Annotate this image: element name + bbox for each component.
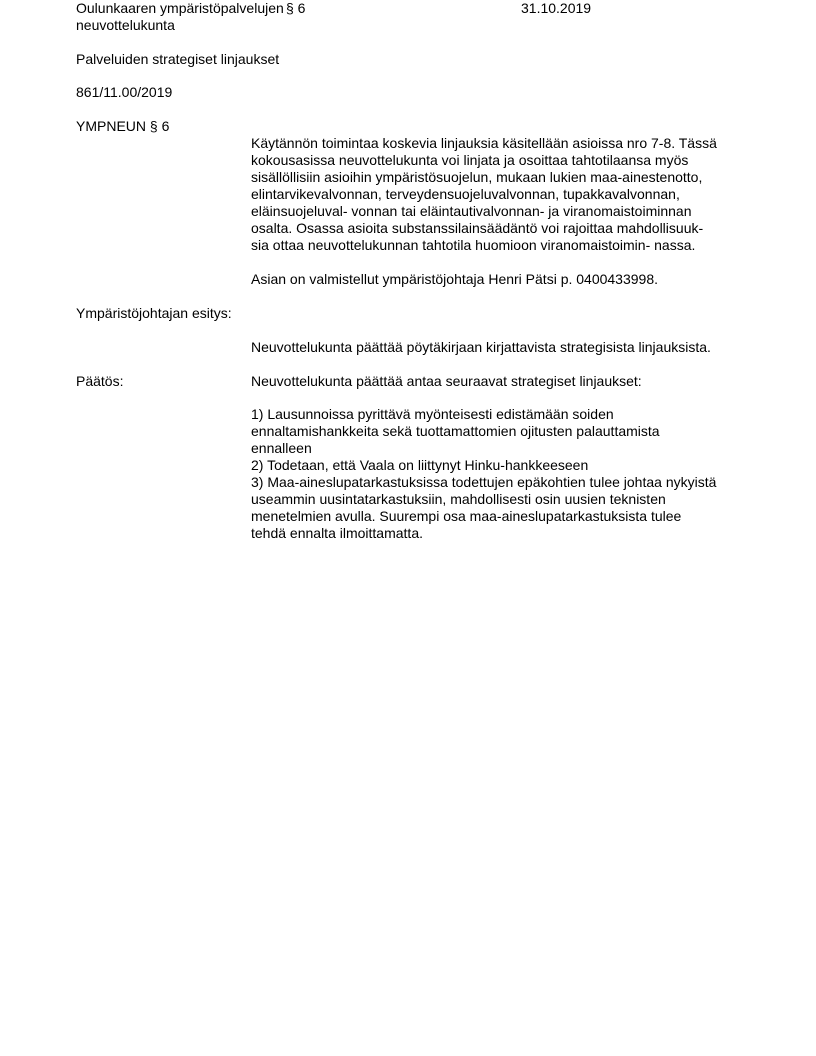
proposal-text: Neuvottelukunta päättää pöytäkirjaan kirjattavista strategisista linjauksista. [251,339,711,355]
proposal-label: Ympäristöjohtajan esitys: [76,305,232,321]
decision-label: Päätös: [76,373,124,389]
body-intro-paragraph: Käytännön toimintaa koskevia linjauksia käsitellään asioissa nro 7-8. Tässä kokousasissa neuvottelukunta voi linjata ja osoittaa tahtotilaansa myös sisällöllisiin asioihin ympäristösuojelun, mukaan lukien maa-ainestenotto, elintarvikevalvonnan, terveydensuojeluvalvonnan, tupakkavalvonnan, eläinsuojeluval- vonnan tai eläintautivalvonnan- ja viranomaistoiminnan osalta. Osassa asioita substanssilainsäädäntö voi rajoittaa mahdollisuuk- sia ottaa neuvottelukunnan tahtotila huomioon viranomaistoimin- nassa. [251,135,717,253]
organization-name: Oulunkaaren ympäristöpalvelujen neuvottelukunta [76,0,284,33]
section-reference: YMPNEUN § 6 [76,118,170,134]
prepared-by-paragraph: Asian on valmistellut ympäristöjohtaja Henri Pätsi p. 0400433998. [251,271,659,287]
section-number: § 6 [286,0,306,16]
meeting-date: 31.10.2019 [521,0,592,16]
decision-items: 1) Lausunnoissa pyrittävä myönteisesti edistämään soiden ennaltamishankkeita sekä tuottamattomien ojitusten palauttamista ennalleen 2) Todetaan, että Vaala on liittynyt Hinku-hankkeeseen 3) Maa-aineslupatarkastuksissa todettujen epäkohtien tulee johtaa nykyistä useammin uusintatarkastuksiin, mahdollisesti osin uusien teknisten menetelmien avulla. Suurempi osa maa-aineslupatarkastuksista tulee tehdä ennalta ilmoittamatta. [251,406,717,541]
agenda-subject: Palveluiden strategiset linjaukset [76,51,280,67]
record-number: 861/11.00/2019 [76,84,173,100]
decision-lead: Neuvottelukunta päättää antaa seuraavat strategiset linjaukset: [251,373,642,389]
